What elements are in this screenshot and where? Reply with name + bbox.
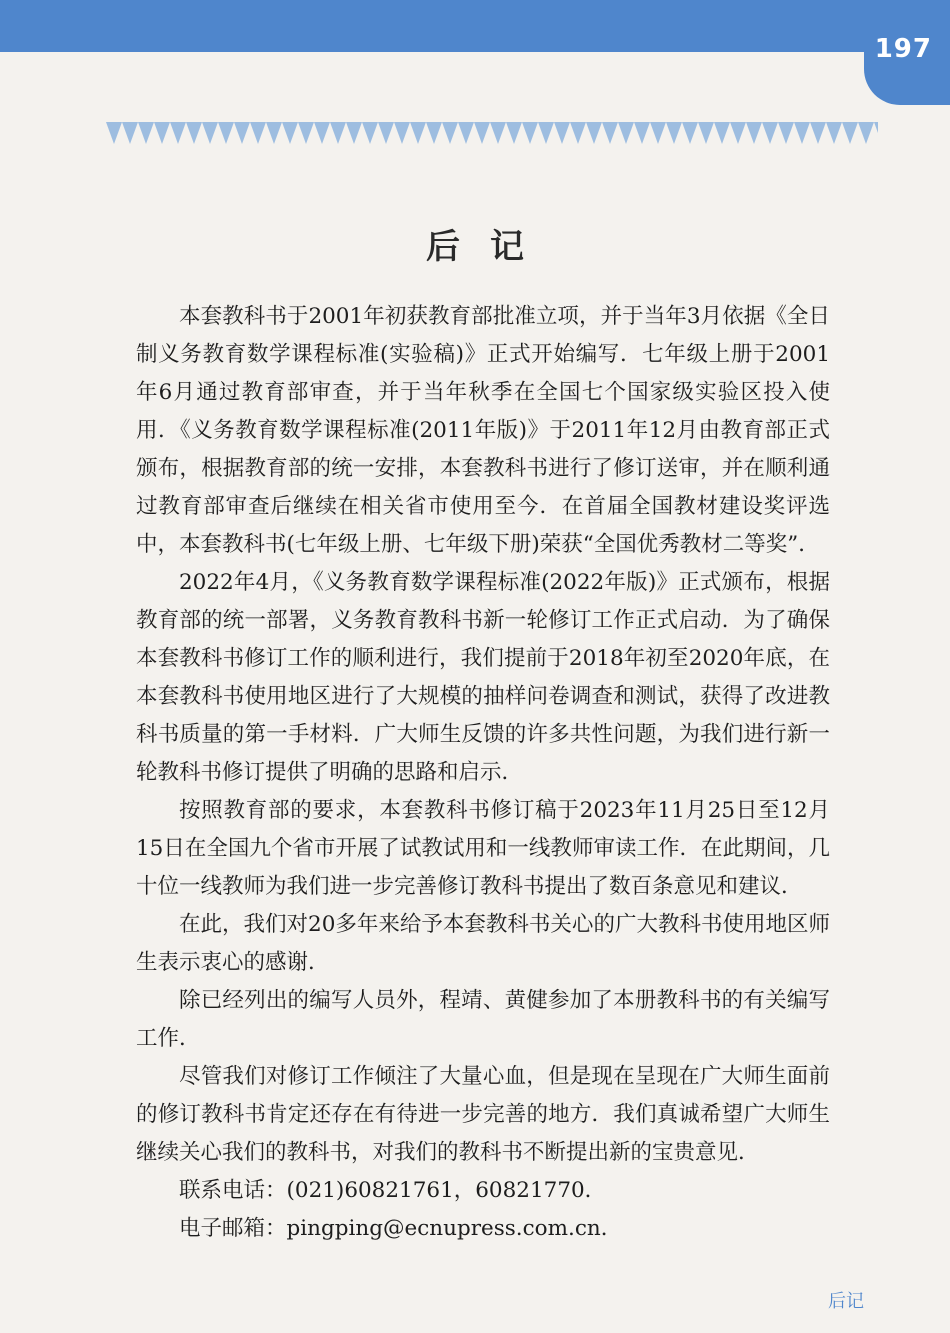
top-color-band bbox=[0, 0, 950, 52]
paragraph: 按照教育部的要求，本套教科书修订稿于2023年11月25日至12月15日在全国九个省市开展了试教试用和一线教师审读工作．在此期间，几十位一线教师为我们进一步完善修订教科书提出了数百条意见和建议． bbox=[136, 798, 830, 899]
bunting-triangle bbox=[314, 122, 330, 144]
bunting-triangle bbox=[266, 122, 282, 144]
bunting-triangle bbox=[522, 122, 538, 144]
bunting-triangle bbox=[650, 122, 666, 144]
bunting-triangle bbox=[490, 122, 506, 144]
bunting-triangle bbox=[282, 122, 298, 144]
paragraph: 在此，我们对20多年来给予本套教科书关心的广大教科书使用地区师生表示衷心的感谢． bbox=[136, 912, 830, 975]
bunting-triangle bbox=[714, 122, 730, 144]
bunting-triangle bbox=[874, 122, 878, 144]
page-number: 197 bbox=[874, 34, 932, 64]
bunting-triangle bbox=[234, 122, 250, 144]
bunting-triangle bbox=[442, 122, 458, 144]
bunting-triangle bbox=[826, 122, 842, 144]
bunting-triangle bbox=[778, 122, 794, 144]
bunting-triangle bbox=[250, 122, 266, 144]
bunting-triangle bbox=[330, 122, 346, 144]
bunting-triangle bbox=[458, 122, 474, 144]
bunting-triangle bbox=[730, 122, 746, 144]
bunting-triangle bbox=[618, 122, 634, 144]
bunting-triangle bbox=[426, 122, 442, 144]
bunting-triangle bbox=[122, 122, 138, 144]
bunting-triangle bbox=[810, 122, 826, 144]
paragraph: 尽管我们对修订工作倾注了大量心血，但是现在呈现在广大师生面前的修订教科书肯定还存在有待进一步完善的地方．我们真诚希望广大师生继续关心我们的教科书，对我们的教科书不断提出新的宝贵意见． bbox=[136, 1064, 830, 1165]
bunting-triangle bbox=[634, 122, 650, 144]
bunting-triangle bbox=[698, 122, 714, 144]
bunting-triangle bbox=[666, 122, 682, 144]
paragraph: 本套教科书于2001年初获教育部批准立项，并于当年3月依据《全日制义务教育数学课程标准(实验稿)》正式开始编写．七年级上册于2001年6月通过教育部审查，并于当年秋季在全国七个国家级实验区投入使用．《义务教育数学课程标准(2011年版)》于2011年12月由教育部正式颁布，根据教育部的统一安排，本套教科书进行了修订送审，并在顺利通过教育部审查后继续在相关省市使用至今．在首届全国教材建设奖评选中，本套教科书(七年级上册、七年级下册)荣获“全国优秀教材二等奖”． bbox=[136, 304, 830, 557]
paragraph: 除已经列出的编写人员外，程靖、黄健参加了本册教科书的有关编写工作． bbox=[136, 988, 830, 1051]
bunting-triangle bbox=[346, 122, 362, 144]
footer-section-label: 后记 bbox=[828, 1291, 864, 1312]
bunting-triangle bbox=[106, 122, 122, 144]
bunting-triangle bbox=[218, 122, 234, 144]
bunting-triangle bbox=[794, 122, 810, 144]
bunting-triangle bbox=[474, 122, 490, 144]
bunting-triangle bbox=[170, 122, 186, 144]
bunting-triangle bbox=[202, 122, 218, 144]
bunting-triangle bbox=[746, 122, 762, 144]
bunting-triangle bbox=[538, 122, 554, 144]
bunting-triangle bbox=[554, 122, 570, 144]
afterword-body bbox=[136, 298, 830, 1248]
bunting-triangle bbox=[570, 122, 586, 144]
decorative-bunting-icon bbox=[106, 118, 878, 148]
bunting-triangle bbox=[154, 122, 170, 144]
paragraph: 2022年4月，《义务教育数学课程标准(2022年版)》正式颁布，根据教育部的统一部署，义务教育教科书新一轮修订工作正式启动．为了确保本套教科书修订工作的顺利进行，我们提前于2018年初至2020年底，在本套教科书使用地区进行了大规模的抽样问卷调查和测试，获得了改进教科书质量的第一手材料．广大师生反馈的许多共性问题，为我们进行新一轮教科书修订提供了明确的思路和启示． bbox=[136, 570, 830, 785]
bunting-triangle bbox=[298, 122, 314, 144]
bunting-triangle bbox=[602, 122, 618, 144]
bunting-triangle bbox=[378, 122, 394, 144]
bunting-triangle bbox=[138, 122, 154, 144]
contact-phone: 联系电话：(021)60821761，60821770． bbox=[179, 1178, 607, 1203]
bunting-triangle bbox=[186, 122, 202, 144]
bunting-triangle bbox=[762, 122, 778, 144]
bunting-triangle bbox=[842, 122, 858, 144]
bunting-triangle bbox=[362, 122, 378, 144]
bunting-triangle bbox=[586, 122, 602, 144]
bunting-triangle bbox=[858, 122, 874, 144]
bunting-triangle bbox=[410, 122, 426, 144]
bunting-triangle bbox=[682, 122, 698, 144]
contact-email: 电子邮箱：pingping@ecnupress.com.cn． bbox=[179, 1216, 623, 1241]
page-title: 后记 bbox=[426, 226, 554, 267]
bunting-triangle bbox=[394, 122, 410, 144]
page-number-tab bbox=[864, 0, 950, 105]
bunting-triangle bbox=[506, 122, 522, 144]
